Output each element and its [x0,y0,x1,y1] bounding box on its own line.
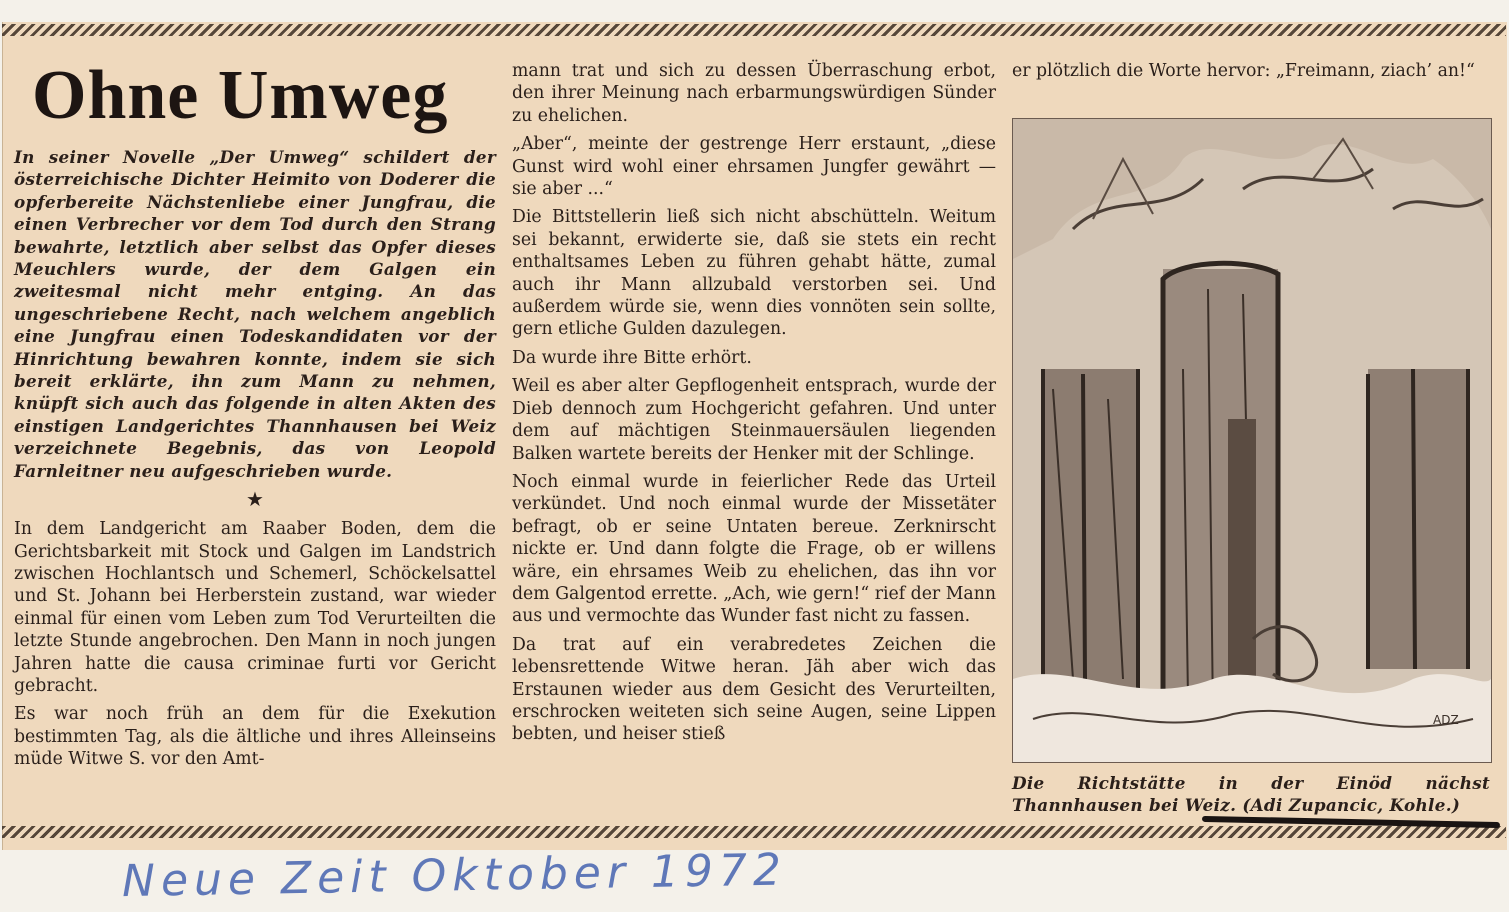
handwritten-note: Neue Zeit Oktober 1972 [121,844,788,908]
paragraph: Noch einmal wurde in feierlicher Rede das Urteil verkündet. Und noch einmal wurde der Missetäter befragt, ob er seine Untaten bereue. Zerknirscht nickte er. Und dann folgte die Frage, ob er willens wäre, ein ehrsames Weib zu ehelichen, das ihn vor dem Galgentod errette. „Ach, wie gern!“ rief der Mann aus und vermochte das Wunder fast nicht zu fassen. [512,471,996,627]
paragraph: Da trat auf ein verabredetes Zeichen die lebensrettende Witwe heran. Jäh aber wich das Erstaunen wieder aus dem Gesicht des Verurteilten, erschrocken weiteten sich seine Augen, seine Lippen bebten, und heiser stieß [512,634,996,745]
illustration-signature: ADZ [1433,713,1459,727]
top-border [2,24,1506,36]
column-3 [1012,60,1498,88]
paragraph: mann trat und sich zu dessen Überraschung erbot, den ihrer Meinung nach erbarmungswürdigen Sünder zu ehelichen. [512,61,996,126]
illustration-drawing [1013,119,1491,762]
paragraph: Die Bittstellerin ließ sich nicht abschütteln. Weitum sei bekannt, erwiderte sie, daß sie stets ein recht enthaltsames Leben zu führen gehabt hätte, zumal auch ihr Mann allzubald verstorben sei. Und außerdem würde sie, wenn dies vonnöten sein sollte, gern etliche Gulden dazulegen. [512,207,996,340]
star-separator: ★ [246,487,264,512]
illustration-caption: Die Richtstätte in der Einöd nächst Thannhausen bei Weiz. (Adi Zupancic, Kohle.) [1012,773,1490,816]
intro-paragraph: In seiner Novelle „Der Umweg“ schildert der österreichische Dichter Heimito von Doderer die opferbereite Nächstenliebe einer Jungfrau, die einen Verbrecher vor dem Tod durch den Strang bewahrte, letztlich aber selbst das Opfer dieses Meuchlers wurde, der dem Galgen ein zweitesmal nicht mehr entging. An das ungeschriebene Recht, nach welchem angeblich eine Jungfrau einen Todeskandidaten vor der Hinrichtung bewahren konnte, indem sie sich bereit erklärte, ihn zum Mann zu nehmen, knüpft sich auch das folgende in alten Akten des einstigen Landgerichtes Thannhausen bei Weiz verzeichnete Begebnis, das von Leopold Farnleitner neu aufgeschrieben wurde. [14,147,496,481]
paragraph: Weil es aber alter Gepflogenheit entsprach, wurde der Dieb dennoch zum Hochgericht gefahren. Und unter dem auf mächtigen Steinmauersäulen liegenden Balken wartete bereits der Henker mit der Schlinge. [512,376,996,464]
column-2 [512,60,996,752]
charcoal-illustration [1012,118,1492,763]
paragraph: Da wurde ihre Bitte erhört. [512,347,752,368]
paragraph: In dem Landgericht am Raaber Boden, dem die Gerichtsbarkeit mit Stock und Galgen im Landstrich zwischen Hochlantsch und Schemerl, Schöckelsattel und St. Johann bei Herberstein zustand, war wieder einmal für einen vom Leben zum Tod Verurteilten die letzte Stunde angebrochen. Den Mann in noch jungen Jahren hatte die causa criminae furti vor Gericht gebracht. [14,519,496,696]
headline: Ohne Umweg [32,57,449,134]
paragraph: er plötzlich die Worte hervor: „Freimann, ziach’ an!“ [1012,61,1475,81]
bottom-border [2,826,1506,838]
paragraph: „Aber“, meinte der gestrenge Herr erstaunt, „diese Gunst wird wohl einer ehrsamen Jungfer gewährt — sie aber ...“ [512,134,996,200]
column-1 [14,58,496,777]
paragraph: Es war noch früh an dem für die Exekution bestimmten Tag, als die ältliche und ihres Alleinseins müde Witwe S. vor den Amt- [14,704,496,770]
